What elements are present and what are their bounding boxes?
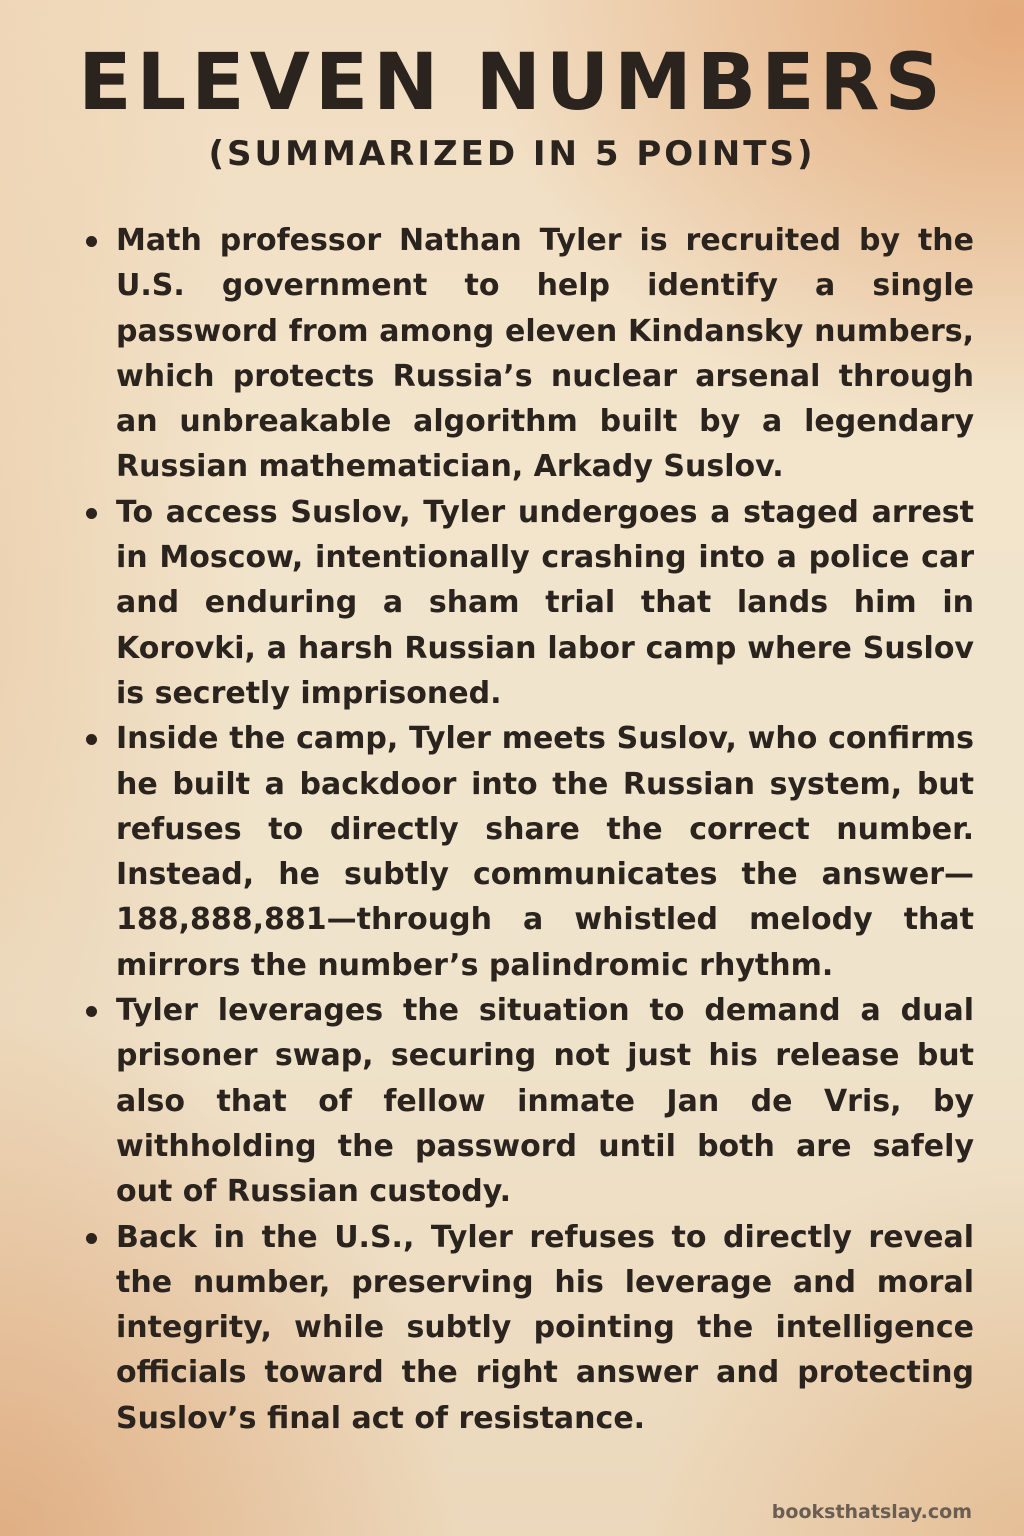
summary-point-4 [86,988,974,1214]
bullet-icon [86,1006,97,1017]
summary-point-text: Tyler leverages the situation to demand a dual prisoner swap, securing not just his release but also that of fellow inmate Jan de Vris, by withholding the password until both are safely out of Russian custody. [116,993,974,1210]
bullet-icon [86,236,97,247]
site-credit: booksthatslay.com [771,1501,972,1523]
summary-point-1 [86,218,974,490]
summary-point-5 [86,1215,974,1441]
bullet-icon [86,508,97,519]
summary-point-text: Math professor Nathan Tyler is recruited by the U.S. government to help identify a single password from among eleven Kindansky numbers, which protects Russia’s nuclear arsenal through an unbreakable algorithm built by a legendary Russian mathematician, Arkady Suslov. [116,223,974,485]
bullet-icon [86,734,97,745]
page-subtitle: (SUMMARIZED IN 5 POINTS) [208,134,816,174]
page-title: ELEVEN NUMBERS [78,38,946,128]
summary-point-2 [86,490,974,716]
summary-points-list [86,218,974,1441]
summary-point-3 [86,716,974,988]
summary-point-text: Inside the camp, Tyler meets Suslov, who confirms he built a backdoor into the Russian system, but refuses to directly share the correct number. Instead, he subtly communicates the answer—188,888,881—through a whistled melody that mirrors the number’s palindromic rhythm. [116,721,974,983]
bullet-icon [86,1233,97,1244]
summary-point-text: Back in the U.S., Tyler refuses to directly reveal the number, preserving his leverage and moral integrity, while subtly pointing the intelligence officials toward the right answer and protecting Suslov’s final act of resistance. [116,1219,974,1436]
summary-point-text: To access Suslov, Tyler undergoes a staged arrest in Moscow, intentionally crashing into a police car and enduring a sham trial that lands him in Korovki, a harsh Russian labor camp where Suslov is secretly imprisoned. [116,494,974,711]
